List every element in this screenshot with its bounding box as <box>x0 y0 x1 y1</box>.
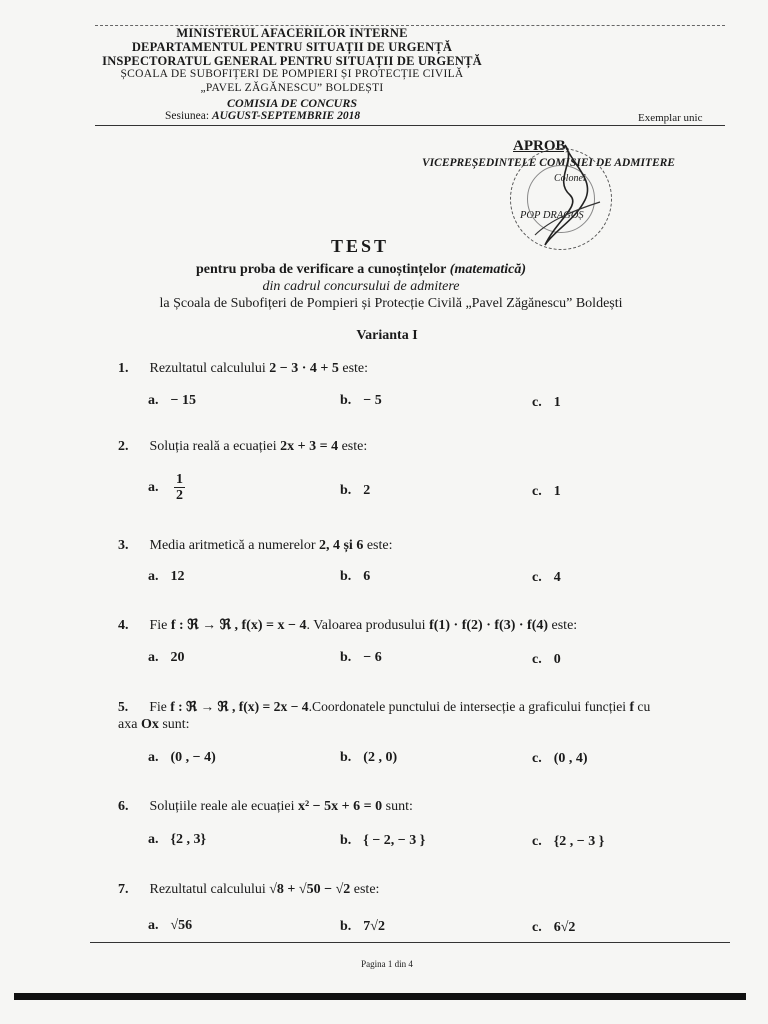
question-7-option-a[interactable]: a. √56 <box>148 918 193 933</box>
question-1-option-b[interactable]: b. − 5 <box>340 393 382 408</box>
header-inspectorate: INSPECTORATUL GENERAL PENTRU SITUAȚII DE URGENȚĂ <box>102 54 482 68</box>
question-3-option-c[interactable]: c. 4 <box>532 570 561 585</box>
question-5-option-a[interactable]: a. (0 , − 4) <box>148 750 216 765</box>
header-department: DEPARTAMENTUL PENTRU SITUAȚII DE URGENȚĂ <box>131 40 453 54</box>
question-7: 7. Rezultatul calculului √8 + √50 − √2 este: <box>118 882 380 897</box>
question-7-option-b[interactable]: b. 7√2 <box>340 919 385 934</box>
question-6-option-c[interactable]: c. {2 , − 3 } <box>532 834 605 849</box>
header-school-name: „PAVEL ZĂGĂNESCU” BOLDEȘTI <box>200 82 384 94</box>
header-bottom-rule <box>95 125 725 126</box>
header-session <box>165 110 360 122</box>
footer-rule <box>90 942 730 943</box>
test-context: din cadrul concursului de admitere <box>262 279 460 294</box>
test-variant: Varianta I <box>356 328 418 343</box>
question-5: 5. Fie f : ℜ → ℜ , f(x) = 2x − 4.Coordonatele punctului de intersecție a graficului funcției f cu <box>118 699 651 714</box>
page-number: Pagina 1 din 4 <box>361 959 413 969</box>
subtitle-italic: (matematică) <box>449 262 526 277</box>
question-6-option-a[interactable]: a. {2 , 3} <box>148 832 207 847</box>
question-5-option-c[interactable]: c. (0 , 4) <box>532 751 588 766</box>
question-2-option-c[interactable]: c. 1 <box>532 484 561 499</box>
question-2: 2. Soluția reală a ecuației 2x + 3 = 4 este: <box>118 439 368 454</box>
scan-edge-bar <box>14 993 746 1000</box>
copy-note: Exemplar unic <box>638 112 703 124</box>
session-value: AUGUST-SEPTEMBRIE 2018 <box>211 110 361 122</box>
question-6-option-b[interactable]: b. { − 2, − 3 } <box>340 833 426 848</box>
question-2-option-a[interactable]: a. $\frac{1}{2}$ <box>148 472 183 503</box>
approval-rank: Colonel <box>554 173 586 184</box>
question-3-option-a[interactable]: a. 12 <box>148 569 185 584</box>
approval-title: APROB, <box>513 138 570 154</box>
question-5-line2: axa Ox sunt: <box>118 717 190 732</box>
question-4: 4. Fie f : ℜ → ℜ , f(x) = x − 4. Valoarea produsului f(1) · f(2) · f(3) · f(4) este: <box>118 618 578 633</box>
question-1-option-c[interactable]: c. 1 <box>532 395 561 410</box>
question-6: 6. Soluțiile reale ale ecuației x² − 5x + 6 = 0 sunt: <box>118 799 413 814</box>
question-4-option-b[interactable]: b. − 6 <box>340 650 382 665</box>
question-2-option-b[interactable]: b. 2 <box>340 483 371 498</box>
test-subtitle <box>0 262 722 278</box>
header-school: ȘCOALA DE SUBOFIȚERI DE POMPIERI ȘI PROTECȚIE CIVILĂ <box>120 68 464 80</box>
session-label: Sesiunea: <box>165 110 210 122</box>
question-1: 1. Rezultatul calculului 2 − 3 · 4 + 5 este: <box>118 361 369 376</box>
approval-name: POP DRAGOȘ <box>520 210 584 221</box>
header-top-rule <box>95 25 725 26</box>
question-3-option-b[interactable]: b. 6 <box>340 569 371 584</box>
question-4-option-c[interactable]: c. 0 <box>532 652 561 667</box>
test-institution: la Școala de Subofițeri de Pompieri și Protecție Civilă „Pavel Zăgănescu” Boldești <box>159 296 623 311</box>
test-title: TEST <box>330 236 390 256</box>
header-ministry: MINISTERUL AFACERILOR INTERNE <box>176 26 408 40</box>
fraction: $\frac{1}{2}$ <box>176 472 183 503</box>
question-7-option-c[interactable]: c. 6√2 <box>532 920 576 935</box>
question-5-option-b[interactable]: b. (2 , 0) <box>340 750 398 765</box>
approval-role: VICEPREȘEDINTELE COMISIEI DE ADMITERE <box>422 157 675 169</box>
question-1-option-a[interactable]: a. − 15 <box>148 393 196 408</box>
subtitle-bold: pentru proba de verificare a cunoștințelor <box>196 262 447 277</box>
header-commission: COMISIA DE CONCURS <box>226 96 358 110</box>
question-4-option-a[interactable]: a. 20 <box>148 650 185 665</box>
question-3: 3. Media aritmetică a numerelor 2, 4 și 6 este: <box>118 538 393 553</box>
